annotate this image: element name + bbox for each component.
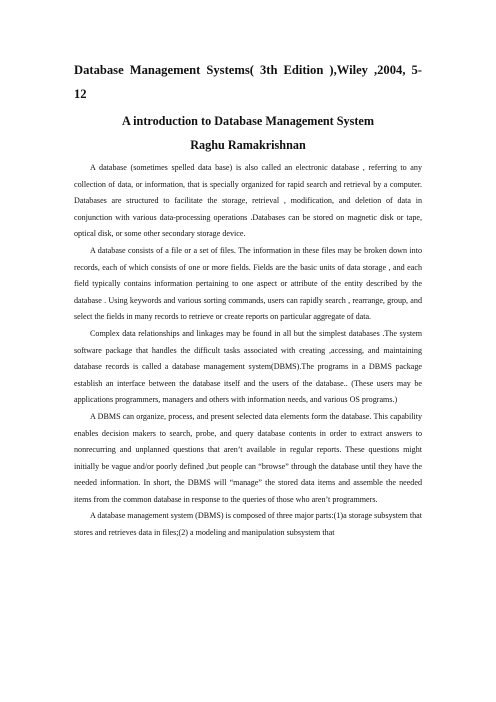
author-name: Raghu Ramakrishnan: [190, 138, 306, 152]
paragraph: A database (sometimes spelled data base) is also called an electronic database , referring to any collection of data, or information, that is specially organized for rapid search and retrieval by a computer. Databases are structured to facilitate the storage, retrieval , modification, and deletion of data in conjunction with various data-processing operations .Databases can be stored on magnetic disk or tape, optical disk, or some other secondary storage device.: [74, 163, 422, 239]
paragraph: A DBMS can organize, process, and present selected data elements form the database. This capability enables decision makers to search, probe, and query database contents in order to extract answers to nonrecurring and unplanned questions that aren’t available in regular reports. These questions might initially be vague and/or poorly defined ,but people can “browse” through the database until they have the needed information. In short, the DBMS will “manage” the stored data items and assemble the needed items from the common database in response to the queries of those who aren’t programmers.: [74, 411, 422, 504]
paragraph: A database management system (DBMS) is composed of three major parts:(1)a storage subsystem that stores and retrieves data in files;(2) a modeling and manipulation subsystem that: [74, 511, 422, 538]
reference-title: Database Management Systems( 3th Edition ),Wiley ,2004, 5-12: [74, 63, 422, 101]
document-page: [74, 58, 422, 542]
paragraph: Complex data relationships and linkages may be found in all but the simplest databases .The system software package that handles the difficult tasks associated with creating ,accessing, and maintaining database records is called a database management system(DBMS).The programs in a DBMS package establish an interface between the database itself and the users of the database.. (These users may be applications programmers, managers and others with information needs, and various OS programs.): [74, 328, 422, 405]
paragraph: A database consists of a file or a set of files. The information in these files may be broken down into records, each of which consists of one or more fields. Fields are the basic units of data storage , and each field typically contains information pertaining to one aspect or attribute of the entity described by the database . Using keywords and various sorting commands, users can rapidly search , rearrange, group, and select the fields in many records to retrieve or create reports on particular aggregate of data.: [74, 245, 422, 322]
article-title: A introduction to Database Management System: [122, 114, 374, 128]
